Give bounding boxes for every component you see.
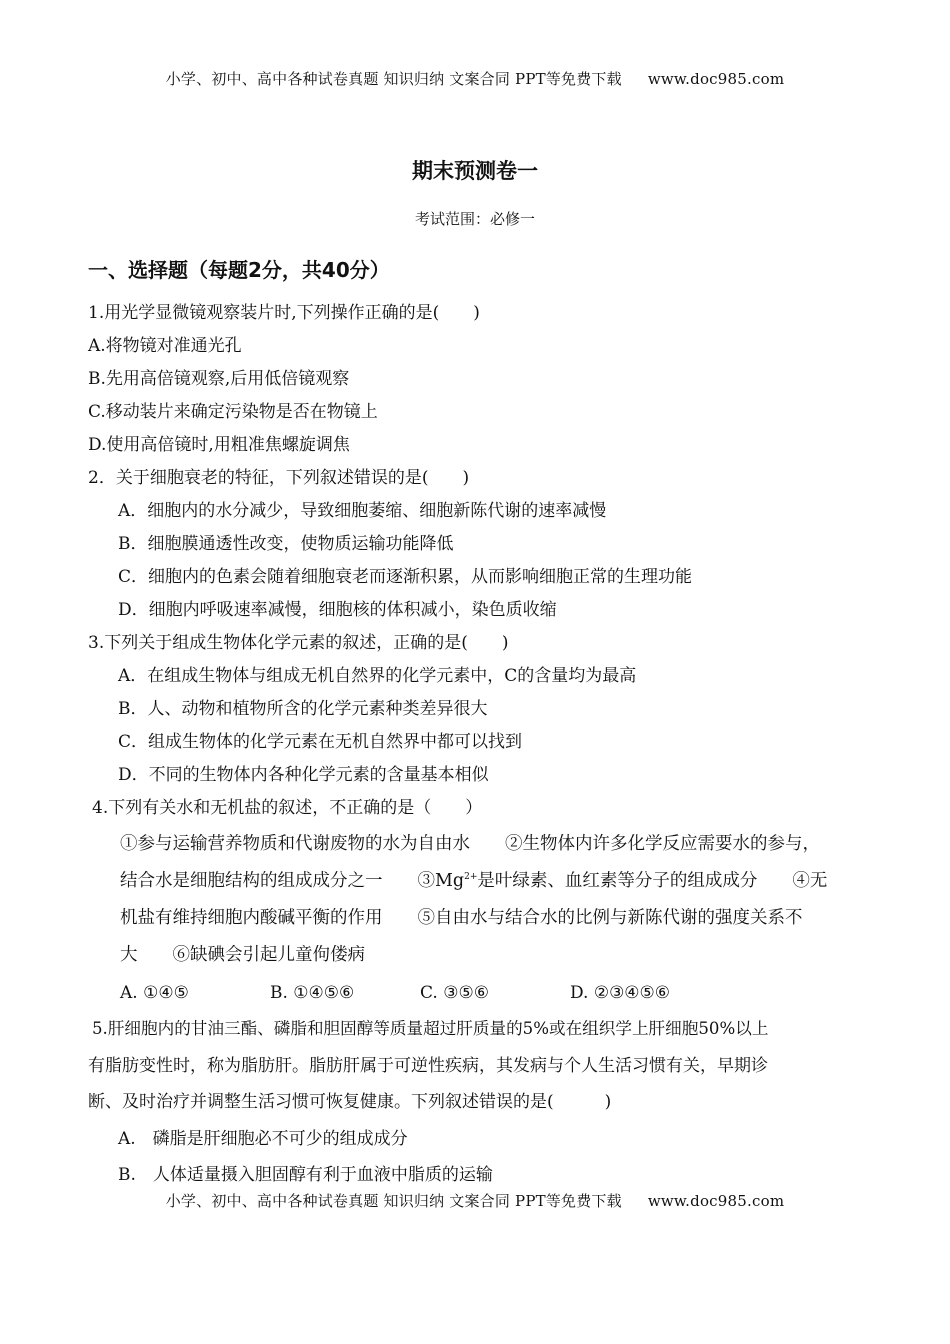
q2-stem: 2．关于细胞衰老的特征，下列叙述错误的是( ) xyxy=(88,468,470,488)
q5-stem-line: 断、及时治疗并调整生活习惯可恢复健康。下列叙述错误的是( ) xyxy=(88,1092,612,1112)
page-header xyxy=(0,68,950,89)
q1-stem: 1.用光学显微镜观察装片时,下列操作正确的是( ) xyxy=(88,303,480,323)
q3-stem: 3.下列关于组成生物体化学元素的叙述，正确的是( ) xyxy=(88,633,509,653)
q1-option-a: A.将物镜对准通光孔 xyxy=(88,336,242,356)
q4-option-d: D. ②③④⑤⑥ xyxy=(570,983,671,1003)
q2-option-a: A．细胞内的水分减少，导致细胞萎缩、细胞新陈代谢的速率减慢 xyxy=(118,501,607,521)
footer-text: 小学、初中、高中各种试卷真题 知识归纳 文案合同 PPT等免费下载 xyxy=(165,1192,622,1210)
q3-option-d: D．不同的生物体内各种化学元素的含量基本相似 xyxy=(118,765,489,785)
q4-stem: 4.下列有关水和无机盐的叙述，不正确的是（ ） xyxy=(92,798,483,818)
q5-stem-line: 有脂肪变性时，称为脂肪肝。脂肪肝属于可逆性疾病，其发病与个人生活习惯有关，早期诊 xyxy=(88,1056,768,1076)
q3-option-c: C．组成生物体的化学元素在无机自然界中都可以找到 xyxy=(118,732,523,752)
q4-statement-line xyxy=(120,873,827,891)
q5-option-a: A. 磷脂是肝细胞必不可少的组成成分 xyxy=(118,1129,408,1149)
q4-text: 是叶绿素、血红素等分子的组成成分 ④无 xyxy=(477,871,828,891)
q3-option-b: B．人、动物和植物所含的化学元素种类差异很大 xyxy=(118,699,488,719)
header-text: 小学、初中、高中各种试卷真题 知识归纳 文案合同 PPT等免费下载 xyxy=(165,70,622,88)
page-title: 期末预测卷一 xyxy=(412,159,538,183)
page-footer xyxy=(0,1190,950,1211)
footer-site[interactable]: www.doc985.com xyxy=(647,1192,785,1210)
q1-option-d: D.使用高倍镜时,用粗准焦螺旋调焦 xyxy=(88,435,350,455)
q4-statement-line: 大 ⑥缺碘会引起儿童佝偻病 xyxy=(120,945,365,965)
q4-superscript: 2+ xyxy=(464,872,478,882)
section-heading: 一、选择题（每题2分，共40分） xyxy=(88,258,390,282)
q4-option-b: B. ①④⑤⑥ xyxy=(270,983,355,1003)
q2-option-c: C．细胞内的色素会随着细胞衰老而逐渐积累，从而影响细胞正常的生理功能 xyxy=(118,567,693,587)
q4-option-a: A. ①④⑤ xyxy=(120,983,189,1003)
q5-option-b: B. 人体适量摄入胆固醇有利于血液中脂质的运输 xyxy=(118,1165,493,1185)
q4-option-c: C. ③⑤⑥ xyxy=(420,983,489,1003)
q4-statement-line: ①参与运输营养物质和代谢废物的水为自由水 ②生物体内许多化学反应需要水的参与， xyxy=(120,834,820,854)
q3-option-a: A．在组成生物体与组成无机自然界的化学元素中，C的含量均为最高 xyxy=(118,666,637,686)
q1-option-b: B.先用高倍镜观察,后用低倍镜观察 xyxy=(88,369,350,389)
header-site[interactable]: www.doc985.com xyxy=(647,70,785,88)
q1-option-c: C.移动装片来确定污染物是否在物镜上 xyxy=(88,402,378,422)
q4-statement-line: 机盐有维持细胞内酸碱平衡的作用 ⑤自由水与结合水的比例与新陈代谢的强度关系不 xyxy=(120,908,803,928)
q5-stem-line: 5.肝细胞内的甘油三酯、磷脂和胆固醇等质量超过肝质量的5%或在组织学上肝细胞50%以上 xyxy=(92,1019,769,1038)
exam-scope: 考试范围：必修一 xyxy=(414,210,535,228)
q2-option-d: D．细胞内呼吸速率减慢，细胞核的体积减小，染色质收缩 xyxy=(118,600,557,620)
q4-text: 结合水是细胞结构的组成成分之一 ③Mg xyxy=(120,871,465,891)
q2-option-b: B．细胞膜通透性改变，使物质运输功能降低 xyxy=(118,534,454,554)
